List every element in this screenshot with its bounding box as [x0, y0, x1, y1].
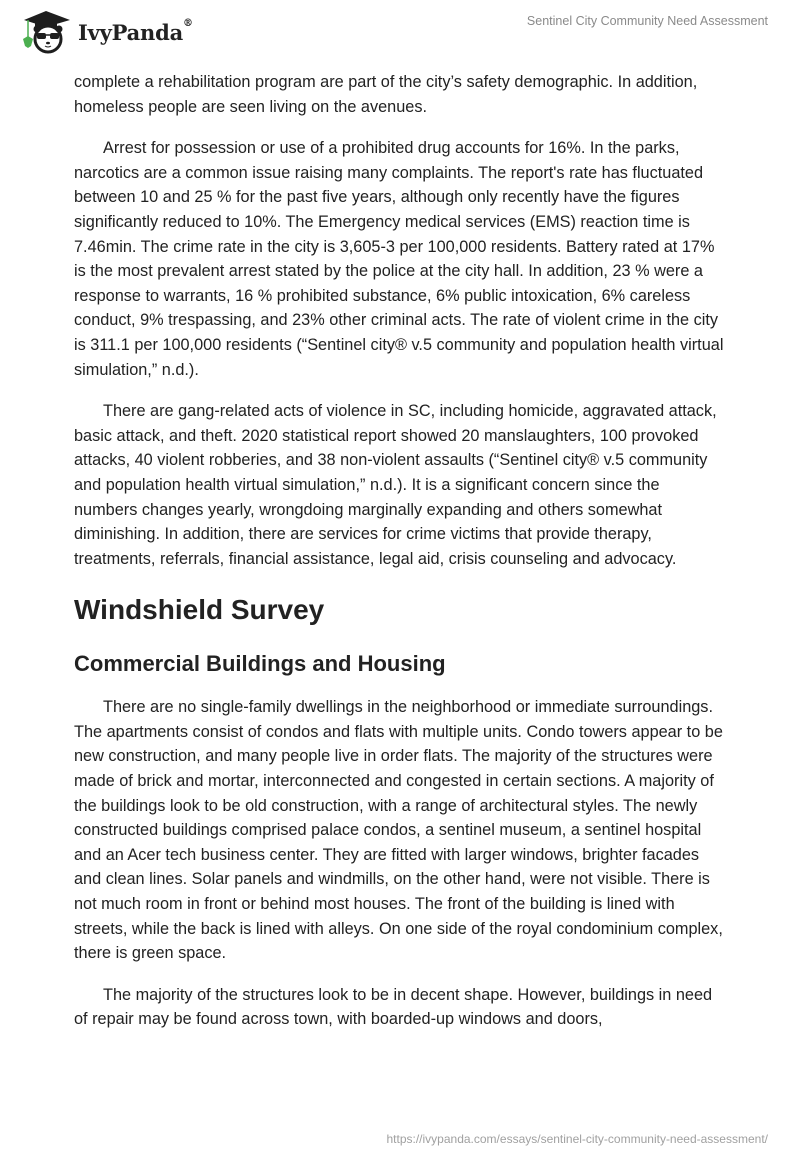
- paragraph: complete a rehabilitation program are part of the city’s safety demographic. In addition, homeless people are seen living on the avenues.: [74, 73, 698, 116]
- panda-graduate-icon: [18, 8, 74, 54]
- ivypanda-logo[interactable]: [18, 8, 193, 54]
- paragraph: There are gang-related acts of violence in SC, including homicide, aggravated attack, basic attack, and theft. 2020 statistical report showed 20 manslaughters, 100 provoked attacks, 40 violent robberies, and 38 non-violent assaults (“Sentinel city® v.5 community and population health virtual simulation,” n.d.). It is a significant concern since the numbers changes yearly, wrongdoing marginally expanding and others somewhat diminishing. In addition, there are services for crime victims that provide therapy, treatments, referrals, financial assistance, legal aid, crisis counseling and advocacy.: [74, 402, 717, 568]
- article-body: [74, 70, 724, 1049]
- brand-name: IvyPanda®: [78, 17, 193, 45]
- page-header: [0, 0, 800, 60]
- subsection-heading: Commercial Buildings and Housing: [74, 651, 446, 677]
- source-url[interactable]: https://ivypanda.com/essays/sentinel-city-community-need-assessment/: [386, 1132, 768, 1146]
- paragraph: The majority of the structures look to be in decent shape. However, buildings in need of repair may be found across town, with boarded-up windows and doors,: [74, 985, 713, 1029]
- paragraph: There are no single-family dwellings in the neighborhood or immediate surroundings. The apartments consist of condos and flats with multiple units. Condo towers appear to be new construction, and many people live in order flats. The majority of the structures were made of brick and mortar, interconnected and congested in certain sections. A majority of the buildings look to be old construction, with a range of architectural styles. The newly constructed buildings comprised palace condos, a sentinel museum, a sentinel hospital and an Acer tech business center. They are fitted with larger windows, brighter facades and clean lines. Solar panels and windmills, on the other hand, were not visible. There is not much room in front or behind most houses. The front of the building is lined with streets, while the back is lined with alleys. On one side of the royal condominium complex, there is green space.: [74, 698, 723, 963]
- section-heading: Windshield Survey: [74, 594, 325, 626]
- document-title: Sentinel City Community Need Assessment: [526, 14, 768, 28]
- paragraph: Arrest for possession or use of a prohibited drug accounts for 16%. In the parks, narcotics are a common issue raising many complaints. The report's rate has fluctuated between 10 and 25 % for the past five years, although only recently have the figures significantly reduced to 10%. The Emergency medical services (EMS) reaction time is 7.46min. The crime rate in the city is 3,605-3 per 100,000 residents. Battery rated at 17% is the most prevalent arrest stated by the police at the city hall. In addition, 23 % were a response to warrants, 16 % prohibited substance, 6% public intoxication, 6% careless conduct, 9% trespassing, and 23% other criminal acts. The rate of violent crime in the city is 311.1 per 100,000 residents (“Sentinel city® v.5 community and population health virtual simulation,” n.d.).: [74, 139, 724, 379]
